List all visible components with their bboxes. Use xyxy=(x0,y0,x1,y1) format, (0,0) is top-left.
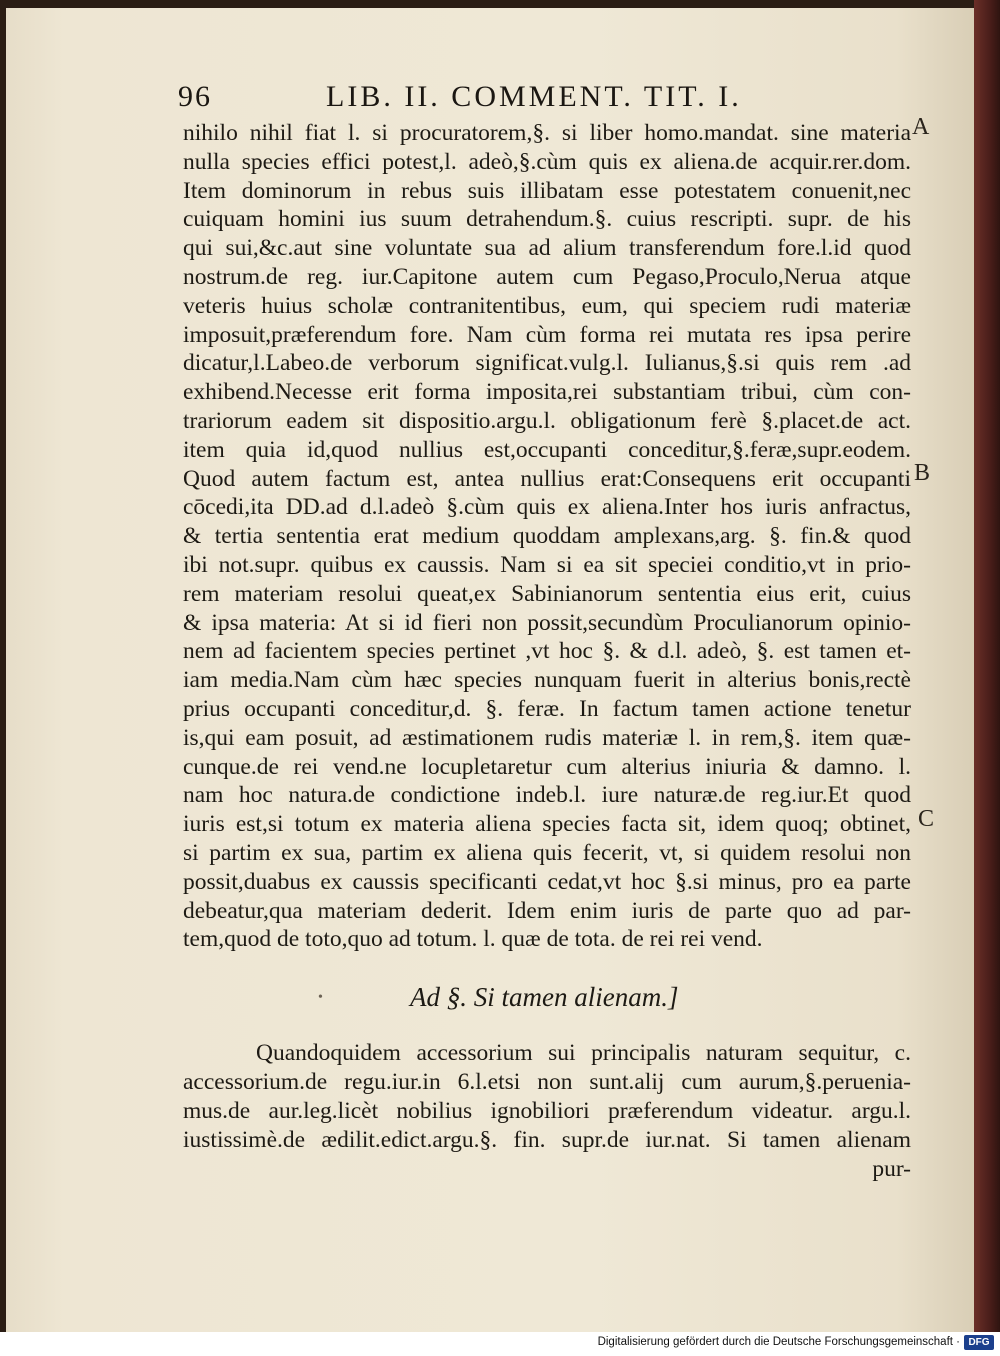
text-line: accessorium.de regu.iur.in 6.l.etsi non sunt.alij cum aurum,§.perueniа- xyxy=(183,1069,911,1095)
text-line: imposuit,præferendum fore. Nam cùm forma rei mutata res ipsa perire xyxy=(183,321,911,348)
text-line: cuiquam homini ius suum detrahendum.§. cuius rescripti. supr. de his xyxy=(183,206,911,233)
footer-credit: Digitalisierung gefördert durch die Deutsche Forschungsgemeinschaft · xyxy=(597,1336,960,1348)
text-line: tem,quod de toto,quo ad totum. l. quæ de tota. de rei rei vend. xyxy=(183,926,763,953)
text-line: iustissimè.de ædilit.edict.argu.§. fin. supr.de iur.nat. Si tamen alienam xyxy=(183,1127,911,1153)
text-line: nulla species effici potest,l. adeò,§.cùm quis ex aliena.de acquir.rer.dom. xyxy=(183,148,911,175)
footer-bar xyxy=(0,1332,1000,1356)
text-line: nam hoc natura.de condictione indeb.l. iure naturæ.de reg.iur.Et quod xyxy=(183,782,911,809)
text-line: nihilo nihil fiat l. si procuratorem,§. si liber homo.mandat. sine materia xyxy=(183,120,911,146)
text-line: pur- xyxy=(872,1156,911,1182)
section-heading: Ad §. Si tamen alienam.] xyxy=(410,982,679,1012)
text-line: rem materiam resolui queat,ex Sabinianorum sententia eius erit, cuius xyxy=(183,580,911,607)
text-line: & ipsa materia: At si id fieri non possit,secundùm Proculianorum opinio- xyxy=(183,609,911,636)
text-line: iam media.Nam cùm hæc species nunquam fuerit in alterius bonis,rectè xyxy=(183,667,911,694)
text-line: debeatur,qua materiam dederit. Idem enim iuris de parte quo ad par- xyxy=(183,897,911,924)
dfg-logo: DFG xyxy=(964,1335,994,1350)
text-line: nostrum.de reg. iur.Capitone autem cum Pegaso,Proculo,Nerua atque xyxy=(183,264,911,290)
text-line: exhibend.Necesse erit forma imposita,rei substantiam tribui, cùm con- xyxy=(183,379,911,406)
text-line: nem ad facientem species pertinet ,vt hoc §. & d.l. adeò, §. est tamen et- xyxy=(183,638,911,665)
text-line: mus.de aur.leg.licèt nobilius ignobiliori præferendum videatur. argu.l. xyxy=(183,1098,911,1124)
text-line: & tertia sententia erat medium quoddam amplexans,arg. §. fin.& quod xyxy=(183,523,911,550)
text-line: Quod autem factum est, antea nullius erat:Consequens erit occupanti xyxy=(183,465,911,492)
margin-letter-a: A xyxy=(912,114,930,140)
running-title: LIB. II. COMMENT. TIT. I. xyxy=(326,80,742,113)
book-cover-edge xyxy=(974,0,1000,1332)
page-number: 96 xyxy=(178,80,212,113)
text-line: dicatur,l.Labeo.de verborum significat.vulg.l. Iulianus,§.si quis rem .ad xyxy=(183,350,911,377)
page-header xyxy=(178,80,742,116)
text-line: cunque.de rei vend.ne locupletaretur cum alterius iniuria & damno. l. xyxy=(183,753,911,780)
text-line: Item dominorum in rebus suis illibatam esse potestatem conuenit,nec xyxy=(183,177,911,204)
text-line: si partim ex sua, partim ex aliena quis fecerit, vt, si quidem resolui non xyxy=(183,840,911,866)
text-line: ibi not.supr. quibus ex caussis. Nam si ea sit speciei conditio,vt in prio- xyxy=(183,552,911,578)
text-line: cōcedi,ita DD.ad d.l.adeò §.cùm quis ex aliena.Inter hos iuris anfractus, xyxy=(183,494,911,521)
text-line: is,qui eam posuit, ad æstimationem rudis materiæ l. in rem,§. item quæ- xyxy=(183,724,911,751)
text-line: qui sui,&c.aut sine voluntate sua ad alium transferendum fore.l.id quod xyxy=(183,235,911,262)
text-line: veteris huius scholæ contranitentibus, eum, qui speciem rudi materiæ xyxy=(183,292,911,319)
text-line: prius occupanti conceditur,d. §. feræ. In factum tamen actione tenetur xyxy=(183,696,911,722)
text-line: iuris est,si totum ex materia aliena species facta sit, idem quoq; obtinet, xyxy=(183,811,911,838)
margin-letter-b: B xyxy=(914,460,931,486)
text-line: item quia id,quod nullius est,occupanti conceditur,§.feræ,supr.eodem. xyxy=(183,436,911,463)
text-line: trariorum eadem sit dispositio.argu.l. obligationum ferè §.placet.de act. xyxy=(183,408,911,434)
text-line: possit,duabus ex caussis specificanti cedat,vt hoc §.si minus, pro ea parte xyxy=(183,868,911,895)
margin-letter-c: C xyxy=(918,806,935,832)
text-line: Quandoquidem accessorium sui principalis naturam sequitur, c. xyxy=(256,1040,911,1066)
ink-mark: • xyxy=(318,990,323,1005)
